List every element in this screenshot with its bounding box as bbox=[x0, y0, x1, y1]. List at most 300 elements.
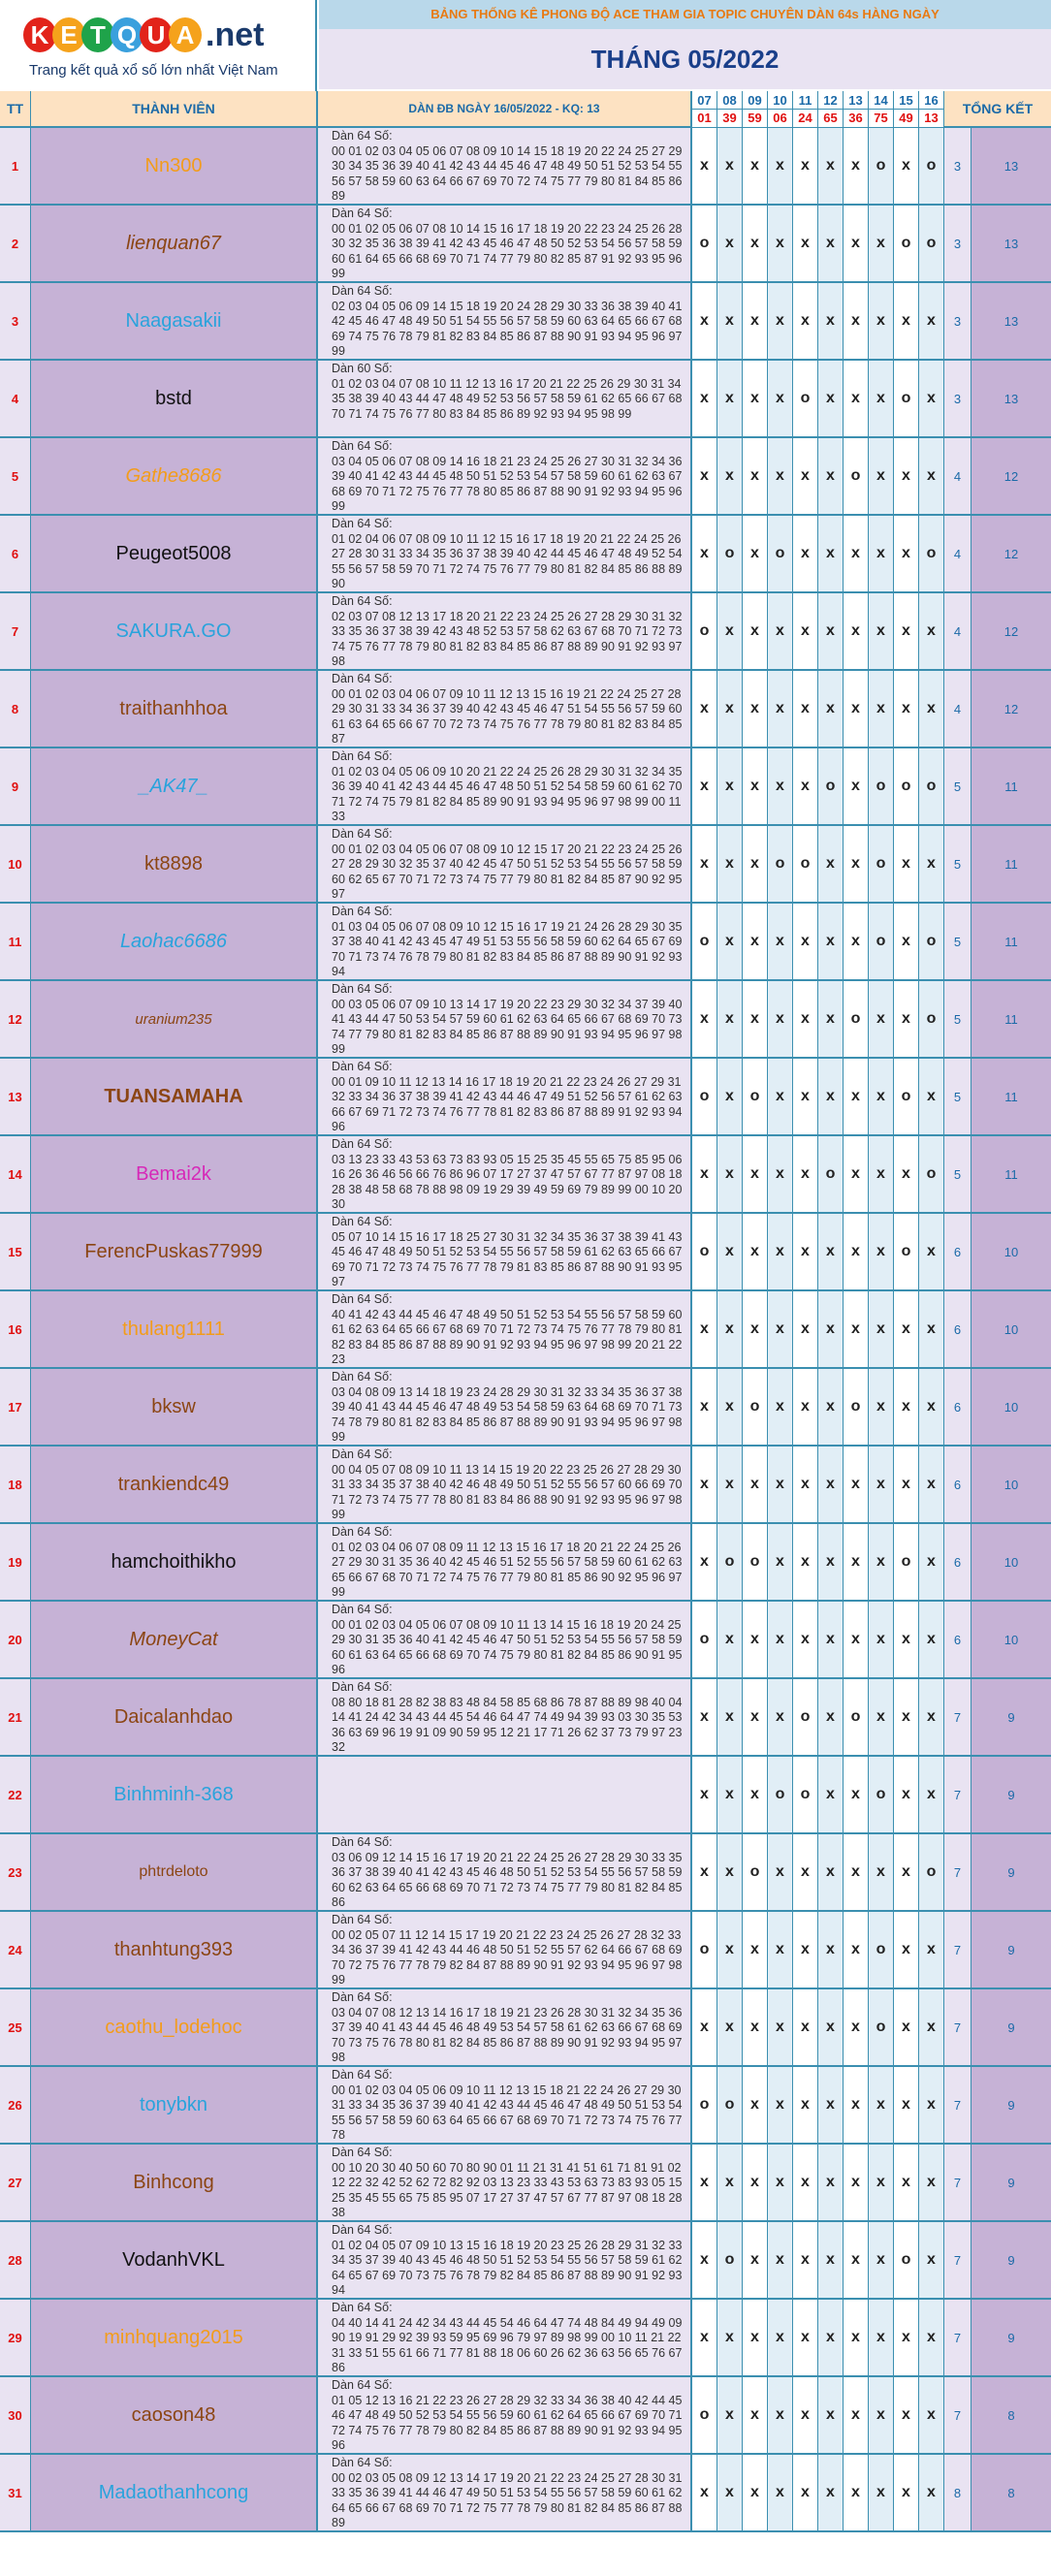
logo-wordmark bbox=[23, 16, 264, 54]
total-score: 10 bbox=[971, 1602, 1051, 1677]
day-mark: x bbox=[768, 748, 793, 824]
day-mark: x bbox=[894, 1447, 919, 1522]
table-row bbox=[0, 1602, 1051, 1679]
day-mark: x bbox=[894, 981, 919, 1057]
day-mark: x bbox=[894, 1602, 919, 1677]
day-mark: x bbox=[894, 128, 919, 204]
total-score: 9 bbox=[971, 1679, 1051, 1755]
table-row bbox=[0, 2377, 1051, 2455]
day-mark: x bbox=[869, 283, 894, 359]
day-mark: x bbox=[692, 2222, 717, 2298]
day-column-header bbox=[818, 91, 844, 128]
member-number-set bbox=[318, 1757, 692, 1832]
day-mark: x bbox=[793, 748, 818, 824]
day-mark: x bbox=[869, 1369, 894, 1445]
member-number-set: Dàn 64 Số: 01 03 04 05 06 07 08 09 10 12 15 16 17 19 21 24 26 28 29 30 35 37 38 40 41 42 43 45 47 49 51 53 55 56 58 59 60 62 64 65 67 69 70 71 73 74 76 78 79 80 81 82 83 84 85 86 87 88 89 90 91 92 93 94 bbox=[318, 904, 692, 979]
day-mark: x bbox=[869, 1136, 894, 1212]
row-index: 31 bbox=[0, 2455, 31, 2530]
miss-count: 7 bbox=[944, 1757, 971, 1832]
day-mark: x bbox=[692, 2300, 717, 2375]
day-mark: x bbox=[768, 1524, 793, 1600]
member-number-set: Dàn 64 Số: 01 02 03 04 06 07 08 09 11 12 13 15 16 17 18 20 21 22 24 25 26 27 29 30 31 35 36 40 42 45 46 51 52 55 56 57 58 59 60 61 62 63 65 66 67 68 70 71 72 74 75 76 77 79 80 81 85 86 90 92 95 96 97 99 bbox=[318, 1524, 692, 1600]
member-name[interactable]: bksw bbox=[31, 1369, 318, 1445]
day-mark: x bbox=[844, 2067, 869, 2143]
day-mark: x bbox=[894, 2377, 919, 2453]
day-mark: x bbox=[717, 748, 743, 824]
day-mark: x bbox=[869, 1524, 894, 1600]
day-mark: x bbox=[869, 1602, 894, 1677]
total-score: 9 bbox=[971, 2222, 1051, 2298]
miss-count: 6 bbox=[944, 1214, 971, 1289]
day-mark: x bbox=[793, 206, 818, 281]
total-score: 11 bbox=[971, 1136, 1051, 1212]
day-mark: x bbox=[717, 671, 743, 747]
member-name[interactable]: TUANSAMAHA bbox=[31, 1059, 318, 1134]
day-mark: x bbox=[692, 1834, 717, 1910]
day-mark: o bbox=[894, 361, 919, 436]
total-score: 9 bbox=[971, 1912, 1051, 1988]
day-mark: x bbox=[793, 1059, 818, 1134]
day-mark: x bbox=[919, 1602, 944, 1677]
day-mark: x bbox=[768, 1369, 793, 1445]
miss-count: 7 bbox=[944, 1679, 971, 1755]
day-number: 07 bbox=[692, 91, 717, 110]
day-mark: x bbox=[743, 283, 768, 359]
day-mark: o bbox=[692, 1059, 717, 1134]
day-mark: x bbox=[768, 361, 793, 436]
day-mark: o bbox=[894, 748, 919, 824]
member-name[interactable]: Madaothanhcong bbox=[31, 2455, 318, 2530]
day-mark: x bbox=[768, 1447, 793, 1522]
day-mark: x bbox=[869, 2455, 894, 2530]
day-mark: x bbox=[894, 826, 919, 902]
table-row bbox=[0, 1989, 1051, 2067]
day-mark: x bbox=[692, 826, 717, 902]
day-mark: x bbox=[818, 438, 844, 514]
miss-count: 7 bbox=[944, 2300, 971, 2375]
miss-count: 5 bbox=[944, 1136, 971, 1212]
day-mark: x bbox=[768, 1136, 793, 1212]
day-mark: x bbox=[844, 2145, 869, 2220]
day-mark: x bbox=[768, 1989, 793, 2065]
day-mark: x bbox=[692, 1369, 717, 1445]
member-name[interactable]: lienquan67 bbox=[31, 206, 318, 281]
day-mark: o bbox=[894, 1524, 919, 1600]
day-result: 24 bbox=[793, 110, 817, 127]
table-row bbox=[0, 2300, 1051, 2377]
day-mark: x bbox=[793, 438, 818, 514]
miss-count: 5 bbox=[944, 981, 971, 1057]
miss-count: 7 bbox=[944, 2222, 971, 2298]
day-mark: x bbox=[743, 981, 768, 1057]
day-mark: x bbox=[818, 1214, 844, 1289]
day-mark: o bbox=[919, 748, 944, 824]
row-index: 21 bbox=[0, 1679, 31, 1755]
day-mark: o bbox=[919, 1136, 944, 1212]
table-row bbox=[0, 981, 1051, 1059]
day-mark: x bbox=[692, 128, 717, 204]
day-mark: x bbox=[743, 2455, 768, 2530]
day-number: 16 bbox=[919, 91, 943, 110]
miss-count: 7 bbox=[944, 1989, 971, 2065]
day-mark: x bbox=[919, 283, 944, 359]
day-mark: o bbox=[793, 826, 818, 902]
total-score: 8 bbox=[971, 2455, 1051, 2530]
day-result: 75 bbox=[869, 110, 893, 127]
miss-count: 5 bbox=[944, 748, 971, 824]
total-score: 11 bbox=[971, 904, 1051, 979]
member-name[interactable]: thanhtung393 bbox=[31, 1912, 318, 1988]
member-number-set: Dàn 64 Số: 00 10 20 30 40 50 60 70 80 90 01 11 21 31 41 51 61 71 81 91 02 12 22 32 42 52 62 72 82 92 03 13 23 33 43 53 63 73 83 93 05 15 25 35 45 55 65 75 85 95 07 17 27 37 47 57 67 77 87 97 08 18 28 38 bbox=[318, 2145, 692, 2220]
day-mark: x bbox=[818, 1757, 844, 1832]
day-mark: x bbox=[919, 361, 944, 436]
day-mark: x bbox=[717, 1214, 743, 1289]
day-mark: x bbox=[818, 128, 844, 204]
member-number-set: Dàn 64 Số: 00 03 05 06 07 09 10 13 14 17 19 20 22 23 29 30 32 34 37 39 40 41 43 44 47 50 53 54 57 59 60 61 62 63 64 65 66 67 68 69 70 73 74 77 79 80 81 82 83 84 85 86 87 88 89 90 91 93 94 95 96 97 98 99 bbox=[318, 981, 692, 1057]
row-index: 26 bbox=[0, 2067, 31, 2143]
table-row bbox=[0, 1369, 1051, 1447]
member-number-set: Dàn 64 Số: 00 01 09 10 11 12 13 14 16 17 18 19 20 21 22 23 24 26 27 29 31 32 33 34 36 37 38 39 41 42 43 44 46 47 49 51 52 56 57 61 62 63 66 67 69 71 72 73 74 76 77 78 81 82 83 86 87 88 89 91 92 93 94 96 bbox=[318, 1059, 692, 1134]
day-mark: o bbox=[743, 1834, 768, 1910]
day-number: 12 bbox=[818, 91, 843, 110]
day-mark: x bbox=[743, 2222, 768, 2298]
total-score: 13 bbox=[971, 283, 1051, 359]
member-name[interactable]: VodanhVKL bbox=[31, 2222, 318, 2298]
day-mark: x bbox=[844, 1059, 869, 1134]
day-mark: x bbox=[743, 2067, 768, 2143]
total-score: 13 bbox=[971, 361, 1051, 436]
day-mark: x bbox=[717, 1291, 743, 1367]
day-mark: o bbox=[844, 1679, 869, 1755]
miss-count: 4 bbox=[944, 593, 971, 669]
day-mark: x bbox=[768, 1214, 793, 1289]
day-mark: x bbox=[743, 438, 768, 514]
day-mark: x bbox=[894, 671, 919, 747]
member-name[interactable]: Binhminh-368 bbox=[31, 1757, 318, 1832]
logo-tagline: Trang kết quả xổ số lớn nhất Việt Nam bbox=[29, 62, 278, 79]
day-mark: x bbox=[768, 593, 793, 669]
day-mark: x bbox=[818, 516, 844, 591]
day-mark: x bbox=[692, 1757, 717, 1832]
member-name[interactable]: Nn300 bbox=[31, 128, 318, 204]
row-index: 4 bbox=[0, 361, 31, 436]
day-mark: x bbox=[869, 2067, 894, 2143]
day-mark: x bbox=[869, 1291, 894, 1367]
total-score: 10 bbox=[971, 1214, 1051, 1289]
member-name[interactable]: Bemai2k bbox=[31, 1136, 318, 1212]
day-mark: x bbox=[919, 671, 944, 747]
day-mark: x bbox=[818, 2067, 844, 2143]
day-mark: x bbox=[919, 593, 944, 669]
day-mark: o bbox=[717, 2067, 743, 2143]
member-name[interactable]: Daicalanhdao bbox=[31, 1679, 318, 1755]
day-mark: x bbox=[844, 1447, 869, 1522]
row-index: 22 bbox=[0, 1757, 31, 1832]
day-mark: x bbox=[768, 283, 793, 359]
member-name[interactable]: bstd bbox=[31, 361, 318, 436]
day-mark: x bbox=[793, 1602, 818, 1677]
total-score: 12 bbox=[971, 438, 1051, 514]
day-mark: x bbox=[869, 1834, 894, 1910]
member-number-set: Dàn 64 Số: 03 04 08 09 13 14 18 19 23 24 28 29 30 31 32 33 34 35 36 37 38 39 40 41 43 44 45 46 47 48 49 53 54 58 59 63 64 68 69 70 71 73 74 78 79 80 81 82 83 84 85 86 87 88 89 90 91 93 94 95 96 97 98 99 bbox=[318, 1369, 692, 1445]
member-number-set: Dàn 64 Số: 03 13 23 33 43 53 63 73 83 93 05 15 25 35 45 55 65 75 85 95 06 16 26 36 46 56 66 76 86 96 07 17 27 37 47 57 67 77 87 97 08 18 28 38 48 58 68 78 88 98 09 19 29 39 49 59 69 79 89 99 00 10 20 30 bbox=[318, 1136, 692, 1212]
row-index: 16 bbox=[0, 1291, 31, 1367]
month-title: THÁNG 05/2022 bbox=[319, 29, 1051, 89]
day-mark: x bbox=[844, 2300, 869, 2375]
row-index: 23 bbox=[0, 1834, 31, 1910]
day-mark: o bbox=[869, 1757, 894, 1832]
member-name[interactable]: uranium235 bbox=[31, 981, 318, 1057]
day-mark: x bbox=[692, 2145, 717, 2220]
day-mark: x bbox=[793, 1136, 818, 1212]
day-mark: x bbox=[919, 2145, 944, 2220]
member-name[interactable]: SAKURA.GO bbox=[31, 593, 318, 669]
day-mark: o bbox=[919, 516, 944, 591]
day-mark: x bbox=[869, 2222, 894, 2298]
total-score: 10 bbox=[971, 1447, 1051, 1522]
day-mark: o bbox=[818, 748, 844, 824]
table-row bbox=[0, 1447, 1051, 1524]
day-mark: o bbox=[818, 1136, 844, 1212]
day-mark: x bbox=[743, 904, 768, 979]
day-mark: x bbox=[894, 2455, 919, 2530]
logo-letter: Q bbox=[111, 17, 143, 52]
day-mark: x bbox=[844, 1291, 869, 1367]
day-mark: x bbox=[717, 128, 743, 204]
miss-count: 3 bbox=[944, 283, 971, 359]
day-mark: x bbox=[743, 1214, 768, 1289]
day-mark: x bbox=[768, 1834, 793, 1910]
day-mark: x bbox=[818, 361, 844, 436]
member-number-set: Dàn 64 Số: 00 02 05 07 11 12 14 15 17 19 20 21 22 23 24 25 26 27 28 32 33 34 36 37 39 41 42 43 44 46 48 50 51 52 55 57 62 64 66 67 68 69 70 72 75 76 77 78 79 82 84 87 88 89 90 91 92 93 94 95 96 97 98 99 bbox=[318, 1912, 692, 1988]
row-index: 12 bbox=[0, 981, 31, 1057]
member-number-set: Dàn 64 Số: 00 02 03 05 08 09 12 13 14 17 19 20 21 22 23 24 25 27 28 30 31 33 35 36 39 41 44 46 47 49 50 51 53 54 55 56 57 58 59 60 61 62 64 65 66 67 68 69 70 71 72 75 77 78 79 80 81 82 84 85 86 87 88 89 bbox=[318, 2455, 692, 2530]
day-mark: x bbox=[844, 748, 869, 824]
row-index: 27 bbox=[0, 2145, 31, 2220]
day-mark: x bbox=[869, 1447, 894, 1522]
day-mark: x bbox=[844, 1214, 869, 1289]
row-index: 29 bbox=[0, 2300, 31, 2375]
total-score: 11 bbox=[971, 826, 1051, 902]
day-mark: x bbox=[717, 981, 743, 1057]
row-index: 11 bbox=[0, 904, 31, 979]
member-name[interactable]: caothu_lodehoc bbox=[31, 1989, 318, 2065]
day-mark: o bbox=[692, 2377, 717, 2453]
member-name[interactable]: Binhcong bbox=[31, 2145, 318, 2220]
day-mark: x bbox=[869, 206, 894, 281]
table-row bbox=[0, 1679, 1051, 1757]
total-score: 9 bbox=[971, 2067, 1051, 2143]
day-number: 08 bbox=[717, 91, 742, 110]
day-mark: x bbox=[743, 1291, 768, 1367]
day-mark: x bbox=[818, 2300, 844, 2375]
day-mark: x bbox=[818, 904, 844, 979]
logo-letter: U bbox=[140, 17, 173, 52]
table-row bbox=[0, 438, 1051, 516]
member-name[interactable]: phtrdeloto bbox=[31, 1834, 318, 1910]
day-mark: x bbox=[692, 438, 717, 514]
day-mark: x bbox=[743, 516, 768, 591]
day-mark: x bbox=[743, 593, 768, 669]
site-logo[interactable] bbox=[0, 0, 317, 91]
member-number-set: Dàn 64 Số: 03 04 05 06 07 08 09 14 16 18 21 23 24 25 26 27 30 31 32 34 36 39 40 41 42 43 44 45 48 50 51 52 53 54 57 58 59 60 61 62 63 67 68 69 70 71 72 75 76 77 78 80 85 86 87 88 90 91 92 93 94 95 96 99 bbox=[318, 438, 692, 514]
day-mark: o bbox=[894, 1059, 919, 1134]
member-number-set: Dàn 64 Số: 01 02 03 04 05 06 09 10 20 21 22 24 25 26 28 29 30 31 32 34 35 36 39 40 41 42 43 44 45 46 47 48 50 51 52 54 58 59 60 61 62 70 71 72 74 75 79 81 82 84 85 89 90 91 93 94 95 96 97 98 99 00 11 33 bbox=[318, 748, 692, 824]
day-mark: x bbox=[692, 1136, 717, 1212]
member-name[interactable]: MoneyCat bbox=[31, 1602, 318, 1677]
day-mark: x bbox=[869, 2377, 894, 2453]
miss-count: 6 bbox=[944, 1447, 971, 1522]
miss-count: 7 bbox=[944, 2145, 971, 2220]
row-index: 24 bbox=[0, 1912, 31, 1988]
day-result: 65 bbox=[818, 110, 843, 127]
day-result: 06 bbox=[768, 110, 792, 127]
day-mark: o bbox=[869, 904, 894, 979]
day-mark: x bbox=[894, 2300, 919, 2375]
day-mark: x bbox=[844, 1912, 869, 1988]
member-name[interactable]: Naagasakii bbox=[31, 283, 318, 359]
day-mark: x bbox=[793, 2222, 818, 2298]
day-mark: x bbox=[844, 1524, 869, 1600]
day-mark: x bbox=[844, 593, 869, 669]
day-mark: x bbox=[894, 1369, 919, 1445]
member-number-set: Dàn 64 Số: 08 80 18 81 28 82 38 83 48 84 58 85 68 86 78 87 88 89 98 40 04 14 41 24 42 34 43 44 45 54 46 64 47 74 49 94 39 93 03 30 35 53 36 63 69 96 19 91 09 90 59 95 12 21 17 71 26 62 37 73 79 97 23 32 bbox=[318, 1679, 692, 1755]
member-name[interactable]: trankiendc49 bbox=[31, 1447, 318, 1522]
member-name[interactable]: Peugeot5008 bbox=[31, 516, 318, 591]
day-mark: x bbox=[818, 1602, 844, 1677]
member-name[interactable]: minhquang2015 bbox=[31, 2300, 318, 2375]
member-name[interactable]: Laohac6686 bbox=[31, 904, 318, 979]
member-number-set: Dàn 64 Số: 00 01 02 05 06 07 08 10 14 15 16 17 18 19 20 22 23 24 25 26 28 30 32 35 36 38 39 41 42 43 45 46 47 48 50 52 53 54 56 57 58 59 60 61 64 65 66 68 69 70 71 74 77 79 80 82 85 87 91 92 93 95 96 99 bbox=[318, 206, 692, 281]
day-result: 13 bbox=[919, 110, 943, 127]
day-mark: x bbox=[692, 2455, 717, 2530]
total-score: 9 bbox=[971, 1757, 1051, 1832]
miss-count: 7 bbox=[944, 1912, 971, 1988]
table-row bbox=[0, 206, 1051, 283]
day-mark: x bbox=[717, 1059, 743, 1134]
member-name[interactable]: _AK47_ bbox=[31, 748, 318, 824]
day-mark: x bbox=[818, 1291, 844, 1367]
day-column-header bbox=[768, 91, 793, 128]
table-row bbox=[0, 2222, 1051, 2300]
row-index: 14 bbox=[0, 1136, 31, 1212]
member-number-set: Dàn 64 Số: 03 04 07 08 12 13 14 16 17 18 19 21 23 26 28 30 31 32 34 35 36 37 39 40 41 43 44 45 46 48 49 53 54 57 58 61 62 63 66 67 68 69 70 73 75 76 78 80 81 82 84 85 86 87 88 89 90 91 92 93 94 95 97 98 bbox=[318, 1989, 692, 2065]
table-header bbox=[0, 91, 1051, 128]
day-mark: x bbox=[894, 283, 919, 359]
day-mark: x bbox=[793, 1447, 818, 1522]
row-index: 15 bbox=[0, 1214, 31, 1289]
member-name[interactable]: kt8898 bbox=[31, 826, 318, 902]
total-score: 12 bbox=[971, 593, 1051, 669]
day-mark: x bbox=[818, 2455, 844, 2530]
member-name[interactable]: hamchoithikho bbox=[31, 1524, 318, 1600]
row-index: 19 bbox=[0, 1524, 31, 1600]
day-mark: x bbox=[844, 1834, 869, 1910]
day-mark: x bbox=[743, 2300, 768, 2375]
day-number: 13 bbox=[844, 91, 868, 110]
day-mark: o bbox=[869, 748, 894, 824]
day-mark: x bbox=[844, 671, 869, 747]
row-index: 28 bbox=[0, 2222, 31, 2298]
day-mark: x bbox=[692, 1989, 717, 2065]
member-number-set: Dàn 64 Số: 40 41 42 43 44 45 46 47 48 49 50 51 52 53 54 55 56 57 58 59 60 61 62 63 64 65 66 67 68 69 70 71 72 73 74 75 76 77 78 79 80 81 82 83 84 85 86 87 88 89 90 91 92 93 94 95 96 97 98 99 20 21 22 23 bbox=[318, 1291, 692, 1367]
day-mark: o bbox=[793, 1757, 818, 1832]
member-name[interactable]: caoson48 bbox=[31, 2377, 318, 2453]
total-score: 9 bbox=[971, 2145, 1051, 2220]
row-index: 25 bbox=[0, 1989, 31, 2065]
day-column-header bbox=[844, 91, 869, 128]
row-index: 8 bbox=[0, 671, 31, 747]
day-mark: x bbox=[793, 1291, 818, 1367]
day-column-header bbox=[692, 91, 717, 128]
day-mark: x bbox=[743, 1989, 768, 2065]
day-mark: x bbox=[818, 1679, 844, 1755]
day-mark: x bbox=[743, 1447, 768, 1522]
member-number-set: Dàn 64 Số: 03 06 09 12 14 15 16 17 19 20 21 22 24 25 26 27 28 29 30 33 35 36 37 38 39 40 41 42 43 45 46 48 50 51 52 53 54 55 56 57 58 59 60 62 63 64 65 66 68 69 70 71 72 73 74 75 77 79 80 81 82 84 85 86 bbox=[318, 1834, 692, 1910]
member-name[interactable]: tonybkn bbox=[31, 2067, 318, 2143]
day-mark: x bbox=[768, 1291, 793, 1367]
day-mark: x bbox=[743, 671, 768, 747]
day-mark: x bbox=[894, 1679, 919, 1755]
member-name[interactable]: thulang1111 bbox=[31, 1291, 318, 1367]
member-number-set: Dàn 64 Số: 00 01 02 03 04 05 06 07 08 09 10 14 15 18 19 20 22 24 25 27 29 30 34 35 36 39 40 41 42 43 44 45 46 47 48 49 50 51 52 53 54 55 56 57 58 59 60 63 64 66 67 69 70 72 74 75 77 79 80 81 84 85 86 89 bbox=[318, 128, 692, 204]
member-name[interactable]: traithanhhoa bbox=[31, 671, 318, 747]
day-mark: o bbox=[768, 516, 793, 591]
day-mark: x bbox=[717, 361, 743, 436]
logo-letter: K bbox=[23, 17, 56, 52]
day-mark: o bbox=[743, 1059, 768, 1134]
day-mark: x bbox=[717, 2300, 743, 2375]
day-mark: x bbox=[894, 2145, 919, 2220]
day-mark: x bbox=[793, 671, 818, 747]
member-name[interactable]: FerencPuskas77999 bbox=[31, 1214, 318, 1289]
day-mark: x bbox=[869, 1059, 894, 1134]
day-mark: x bbox=[717, 1447, 743, 1522]
member-number-set: Dàn 64 Số: 01 02 04 06 07 08 09 10 11 12 15 16 17 18 19 20 21 22 24 25 26 27 28 30 31 33 34 35 36 37 38 39 40 42 44 45 46 47 48 49 52 54 55 56 57 58 59 70 71 72 74 75 76 77 79 80 81 82 84 85 86 88 89 90 bbox=[318, 516, 692, 591]
day-result: 59 bbox=[743, 110, 767, 127]
day-mark: o bbox=[894, 1214, 919, 1289]
total-score: 11 bbox=[971, 748, 1051, 824]
day-mark: o bbox=[692, 904, 717, 979]
day-mark: o bbox=[692, 206, 717, 281]
day-mark: x bbox=[743, 206, 768, 281]
day-mark: x bbox=[919, 2455, 944, 2530]
day-mark: x bbox=[717, 283, 743, 359]
miss-count: 7 bbox=[944, 2067, 971, 2143]
day-result: 01 bbox=[692, 110, 717, 127]
member-number-set: Dàn 64 Số: 05 07 10 14 15 16 17 18 25 27 30 31 32 34 35 36 37 38 39 41 43 45 46 47 48 49 50 51 52 53 54 55 56 57 58 59 61 62 63 65 66 67 69 70 71 72 73 74 75 76 77 78 79 81 83 85 86 87 88 90 91 93 95 97 bbox=[318, 1214, 692, 1289]
table-row bbox=[0, 1834, 1051, 1912]
total-score: 13 bbox=[971, 206, 1051, 281]
miss-count: 4 bbox=[944, 516, 971, 591]
day-mark: x bbox=[818, 1369, 844, 1445]
day-mark: x bbox=[869, 516, 894, 591]
day-mark: o bbox=[793, 361, 818, 436]
day-mark: o bbox=[768, 826, 793, 902]
day-mark: x bbox=[793, 2377, 818, 2453]
miss-count: 5 bbox=[944, 1059, 971, 1134]
member-name[interactable]: Gathe8686 bbox=[31, 438, 318, 514]
total-score: 11 bbox=[971, 1059, 1051, 1134]
day-mark: x bbox=[768, 2300, 793, 2375]
day-mark: x bbox=[793, 2455, 818, 2530]
table-row bbox=[0, 1912, 1051, 1989]
total-score: 10 bbox=[971, 1369, 1051, 1445]
day-mark: x bbox=[818, 826, 844, 902]
table-row bbox=[0, 128, 1051, 206]
col-header-tt: TT bbox=[0, 91, 31, 128]
logo-suffix: .net bbox=[206, 16, 265, 53]
